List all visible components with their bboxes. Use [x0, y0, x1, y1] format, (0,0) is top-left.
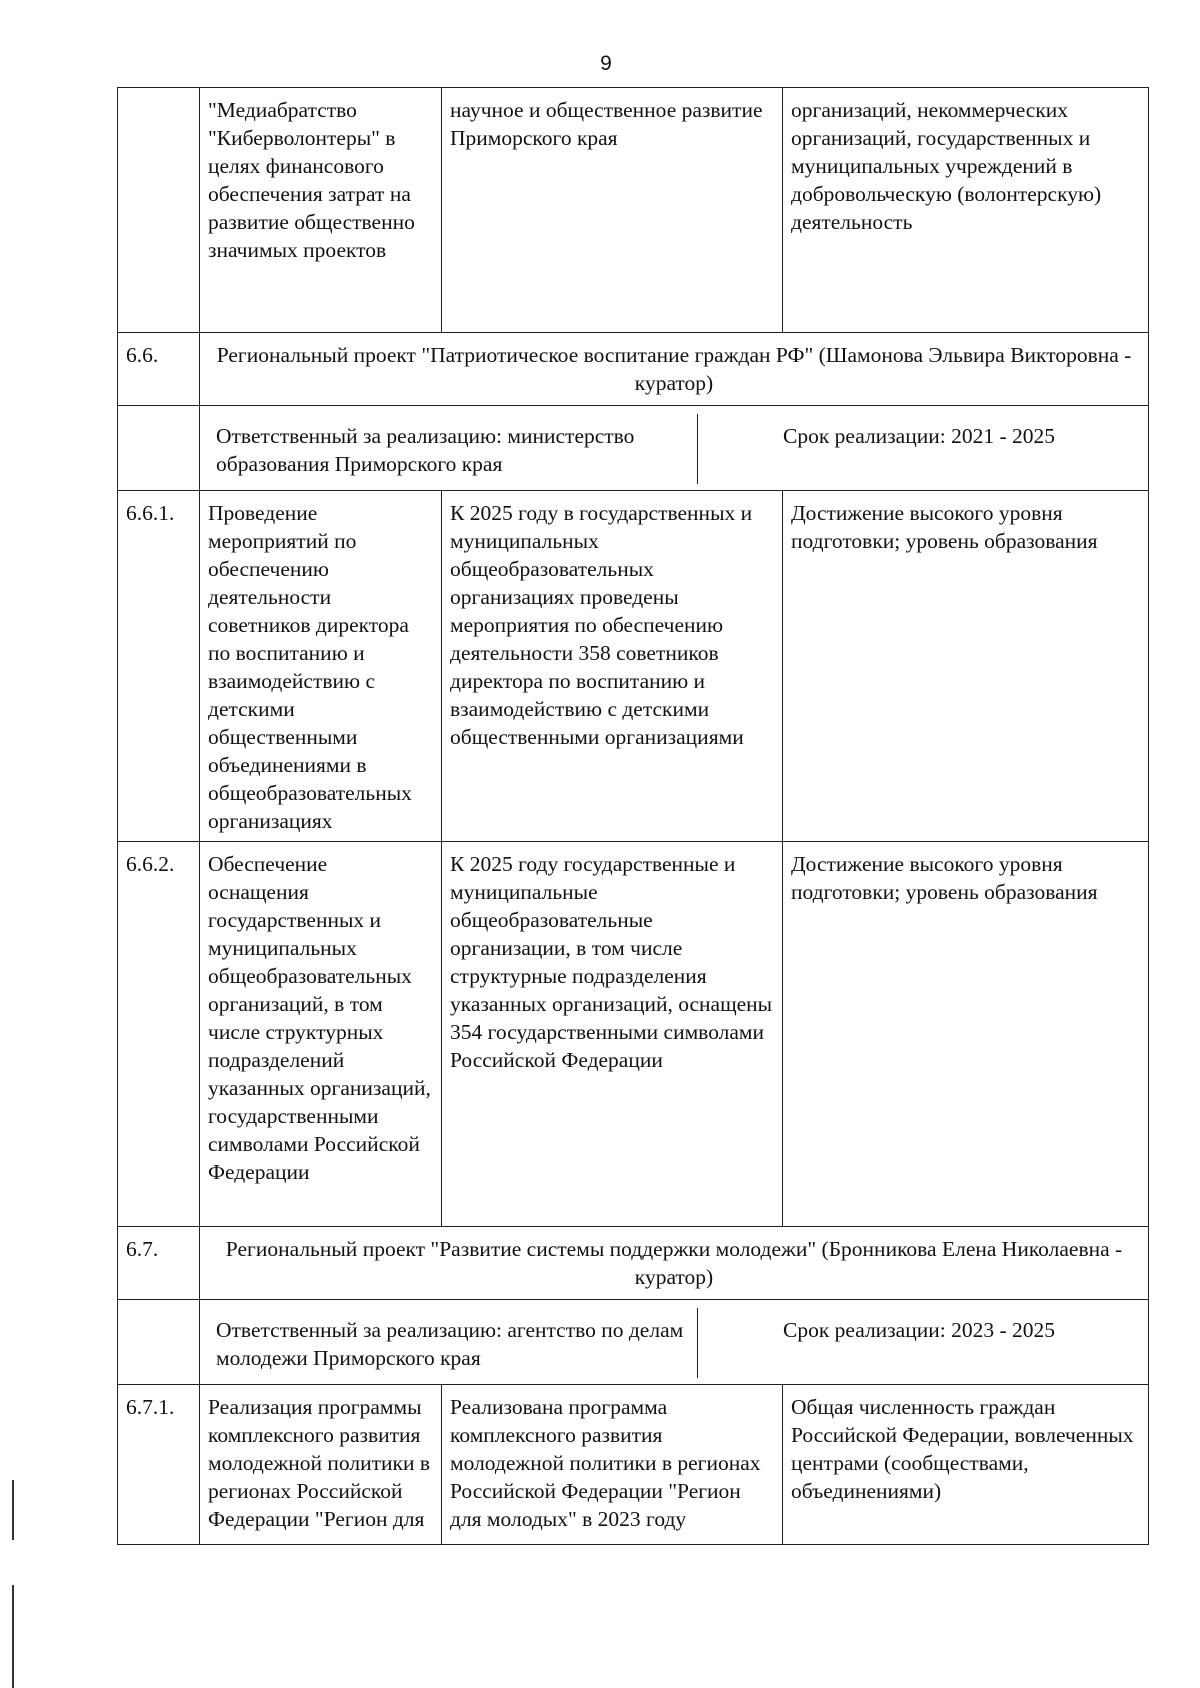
scan-edge-line: [12, 1585, 14, 1688]
cell-number: 6.6.1.: [118, 491, 200, 842]
cell-indicator: Достижение высокого уровня подготовки; уровень образования: [783, 842, 1149, 1227]
cell-indicator: Общая численность граждан Российской Федерации, вовлеченных центрами (сообществами, объединениями): [783, 1385, 1149, 1545]
table-row-6-6-2: [118, 842, 1149, 1227]
cell-number: [118, 88, 200, 333]
cell-activity: Проведение мероприятий по обеспечению деятельности советников директора по воспитанию и взаимодействию с детскими общественными объединениями в общеобразовательных организациях: [200, 491, 442, 842]
scan-edge-line: [12, 1480, 14, 1540]
cell-activity: "Медиабратство "Киберволонтеры" в целях финансового обеспечения затрат на развитие общественно значимых проектов: [200, 88, 442, 333]
project-number: 6.7.: [118, 1227, 200, 1300]
responsible-text: Ответственный за реализацию: агентство по делам молодежи Приморского края: [208, 1308, 698, 1378]
cell-empty: [118, 406, 200, 491]
cell-empty: [118, 1300, 200, 1385]
cell-activity: Обеспечение оснащения государственных и муниципальных общеобразовательных организаций, в том числе структурных подразделений указанных организаций, государственными символами Российской Федерации: [200, 842, 442, 1227]
project-title: Региональный проект "Патриотическое воспитание граждан РФ" (Шамонова Эльвира Викторовна - куратор): [200, 333, 1149, 406]
cell-number: 6.6.2.: [118, 842, 200, 1227]
term-text: Срок реализации: 2021 - 2025: [783, 424, 1055, 448]
cell-result: К 2025 году в государственных и муниципальных общеобразовательных организациях проведены мероприятия по обеспечению деятельности 358 советников директора по воспитанию и взаимодействию с детскими общественными организациями: [442, 491, 783, 842]
table-row-6-6-1: [118, 491, 1149, 842]
cell-result: К 2025 году государственные и муниципальные общеобразовательные организации, в том числе структурные подразделения указанных организаций, оснащены 354 государственными символами Российской Федерации: [442, 842, 783, 1227]
table-row-6-7-1: [118, 1385, 1149, 1545]
table-row-continuation: [118, 88, 1149, 333]
project-header-row-6-6: [118, 333, 1149, 406]
page-number: 9: [600, 52, 612, 75]
project-number: 6.6.: [118, 333, 200, 406]
cell-indicator: организаций, некоммерческих организаций, государственных и муниципальных учреждений в добровольческую (волонтерскую) деятельность: [783, 88, 1149, 333]
cell-indicator: Достижение высокого уровня подготовки; уровень образования: [783, 491, 1149, 842]
responsible-text: Ответственный за реализацию: министерство образования Приморского края: [208, 414, 698, 484]
cell-activity: Реализация программы комплексного развития молодежной политики в регионах Российской Федерации "Регион для: [200, 1385, 442, 1545]
project-meta-row-6-6: [118, 406, 1149, 491]
term-text: Срок реализации: 2023 - 2025: [783, 1318, 1055, 1342]
project-title: Региональный проект "Развитие системы поддержки молодежи" (Бронникова Елена Николаевна - куратор): [200, 1227, 1149, 1300]
program-table: [117, 87, 1149, 1545]
cell-number: 6.7.1.: [118, 1385, 200, 1545]
cell-result: Реализована программа комплексного развития молодежной политики в регионах Российской Федерации "Регион для молодых" в 2023 году: [442, 1385, 783, 1545]
project-meta-row-6-7: [118, 1300, 1149, 1385]
cell-result: научное и общественное развитие Приморского края: [442, 88, 783, 333]
project-header-row-6-7: [118, 1227, 1149, 1300]
